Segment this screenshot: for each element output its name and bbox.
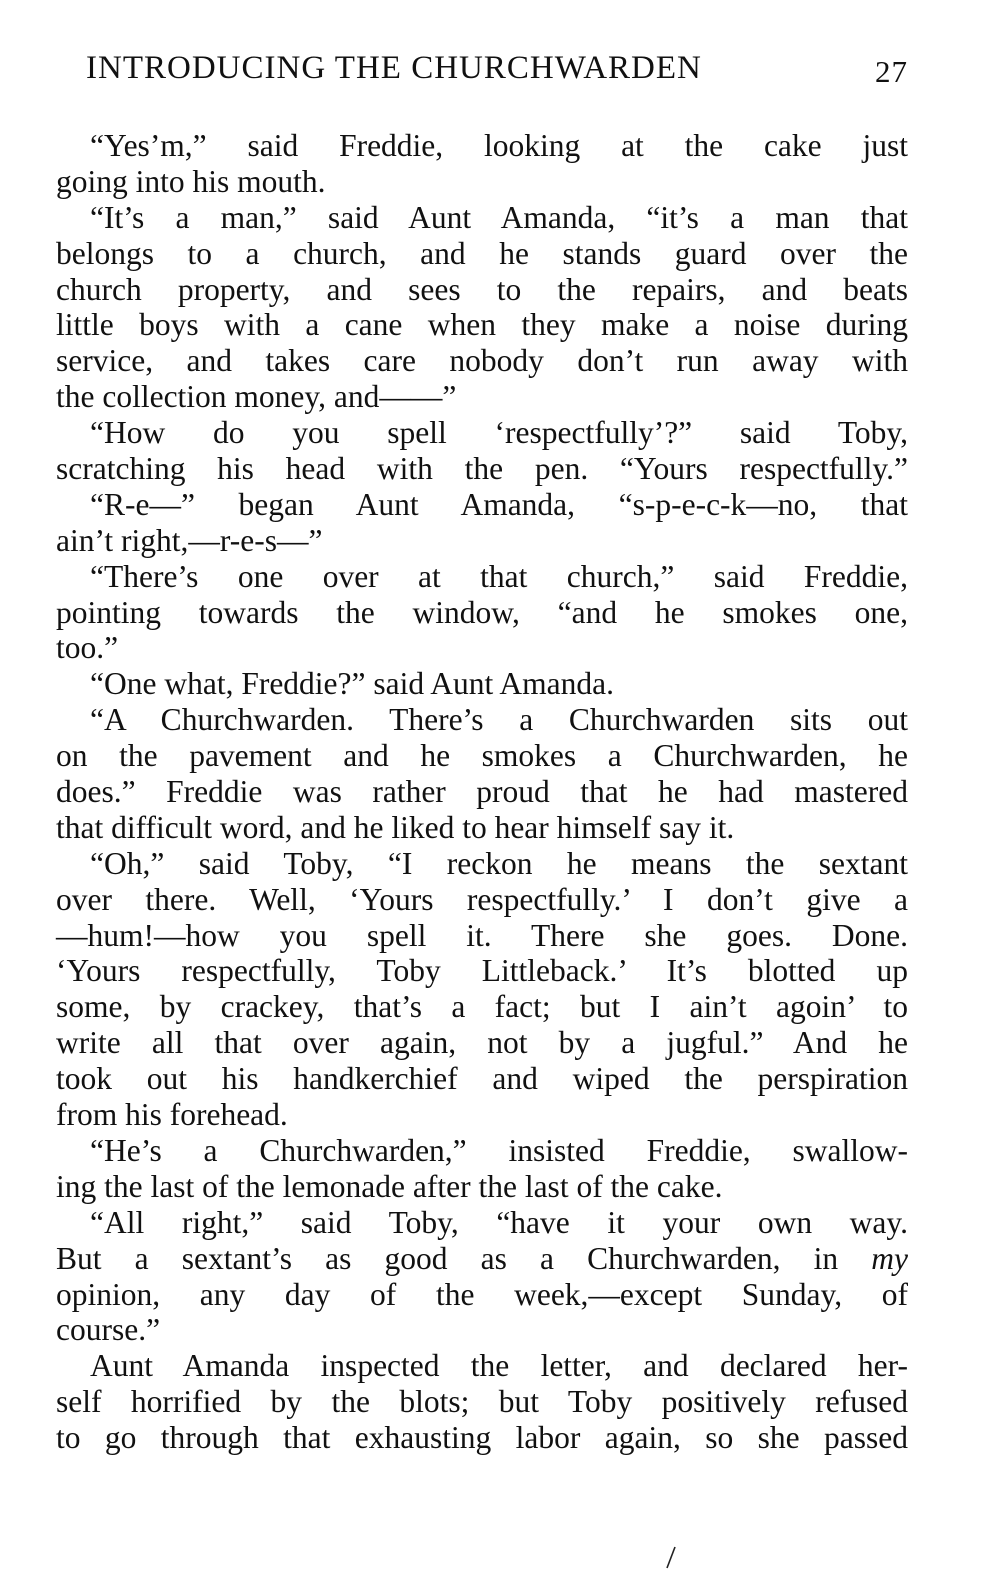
text-line: “R-e—” began Aunt Amanda, “s-p-e-c-k—no, that [90, 486, 908, 522]
text-line: that difficult word, and he liked to hear himself say it. [56, 809, 735, 845]
stray-mark [664, 1546, 678, 1569]
text-line: took out his handkerchief and wiped the perspiration [56, 1061, 908, 1097]
text-line: Aunt Amanda inspected the letter, and declared her- [90, 1348, 908, 1384]
text-line: pointing towards the window, “and he smokes one, [56, 594, 908, 630]
text-line: the collection money, and——” [56, 379, 457, 415]
text-line: belongs to a church, and he stands guard over the [56, 235, 908, 271]
text-line: “How do you spell ‘respectfully’?” said Toby, [90, 415, 908, 451]
text-line: —hum!—how you spell it. There she goes. Done. [56, 917, 908, 953]
text-line: “He’s a Churchwarden,” insisted Freddie, swallow- [90, 1132, 908, 1168]
text-line: to go through that exhausting labor again, so she passed [56, 1420, 908, 1456]
text-line: “One what, Freddie?” said Aunt Amanda. [90, 666, 614, 702]
text-line: “Yes’m,” said Freddie, looking at the cake just [90, 128, 908, 163]
text-line: scratching his head with the pen. “Yours respectfully.” [56, 451, 908, 487]
text-line: “All right,” said Toby, “have it your own way. [90, 1204, 908, 1240]
text-line: too.” [56, 630, 119, 666]
text-line: does.” Freddie was rather proud that he had mastered [56, 774, 908, 810]
page-number: 27 [875, 54, 908, 89]
emphasis: my [871, 1240, 908, 1276]
text-line: church property, and sees to the repairs, and beats [56, 271, 908, 307]
running-header [86, 50, 908, 94]
text-line: “Oh,” said Toby, “I reckon he means the sextant [90, 845, 908, 881]
text-line: going into his mouth. [56, 163, 326, 199]
text-line: “A Churchwarden. There’s a Churchwarden sits out [90, 702, 908, 738]
text-line [56, 1241, 908, 1277]
text-line: “It’s a man,” said Aunt Amanda, “it’s a man that [90, 199, 908, 235]
text-line: opinion, any day of the week,—except Sunday, of [56, 1276, 908, 1312]
text-line: little boys with a cane when they make a noise during [56, 307, 908, 343]
text-segment: But a sextant’s as good as a Churchwarden, in [56, 1240, 872, 1276]
text-line: write all that over again, not by a jugful.” And he [56, 1025, 908, 1061]
text-line: on the pavement and he smokes a Churchwarden, he [56, 738, 908, 774]
text-line: over there. Well, ‘Yours respectfully.’ I don’t give a [56, 881, 908, 917]
text-line: some, by crackey, that’s a fact; but I ain’t agoin’ to [56, 989, 908, 1025]
text-line: course.” [56, 1312, 161, 1348]
text-line: from his forehead. [56, 1097, 288, 1133]
text-line: ain’t right,—r-e-s—” [56, 522, 323, 558]
text-line: self horrified by the blots; but Toby positively refused [56, 1384, 908, 1420]
text-line: ing the last of the lemonade after the last of the cake. [56, 1168, 723, 1204]
text-line: ‘Yours respectfully, Toby Littleback.’ It’s blotted up [56, 953, 908, 989]
text-line: service, and takes care nobody don’t run away with [56, 343, 908, 379]
text-line: “There’s one over at that church,” said Freddie, [90, 558, 908, 594]
running-title: INTRODUCING THE CHURCHWARDEN [86, 50, 702, 86]
body-text [56, 128, 908, 1456]
